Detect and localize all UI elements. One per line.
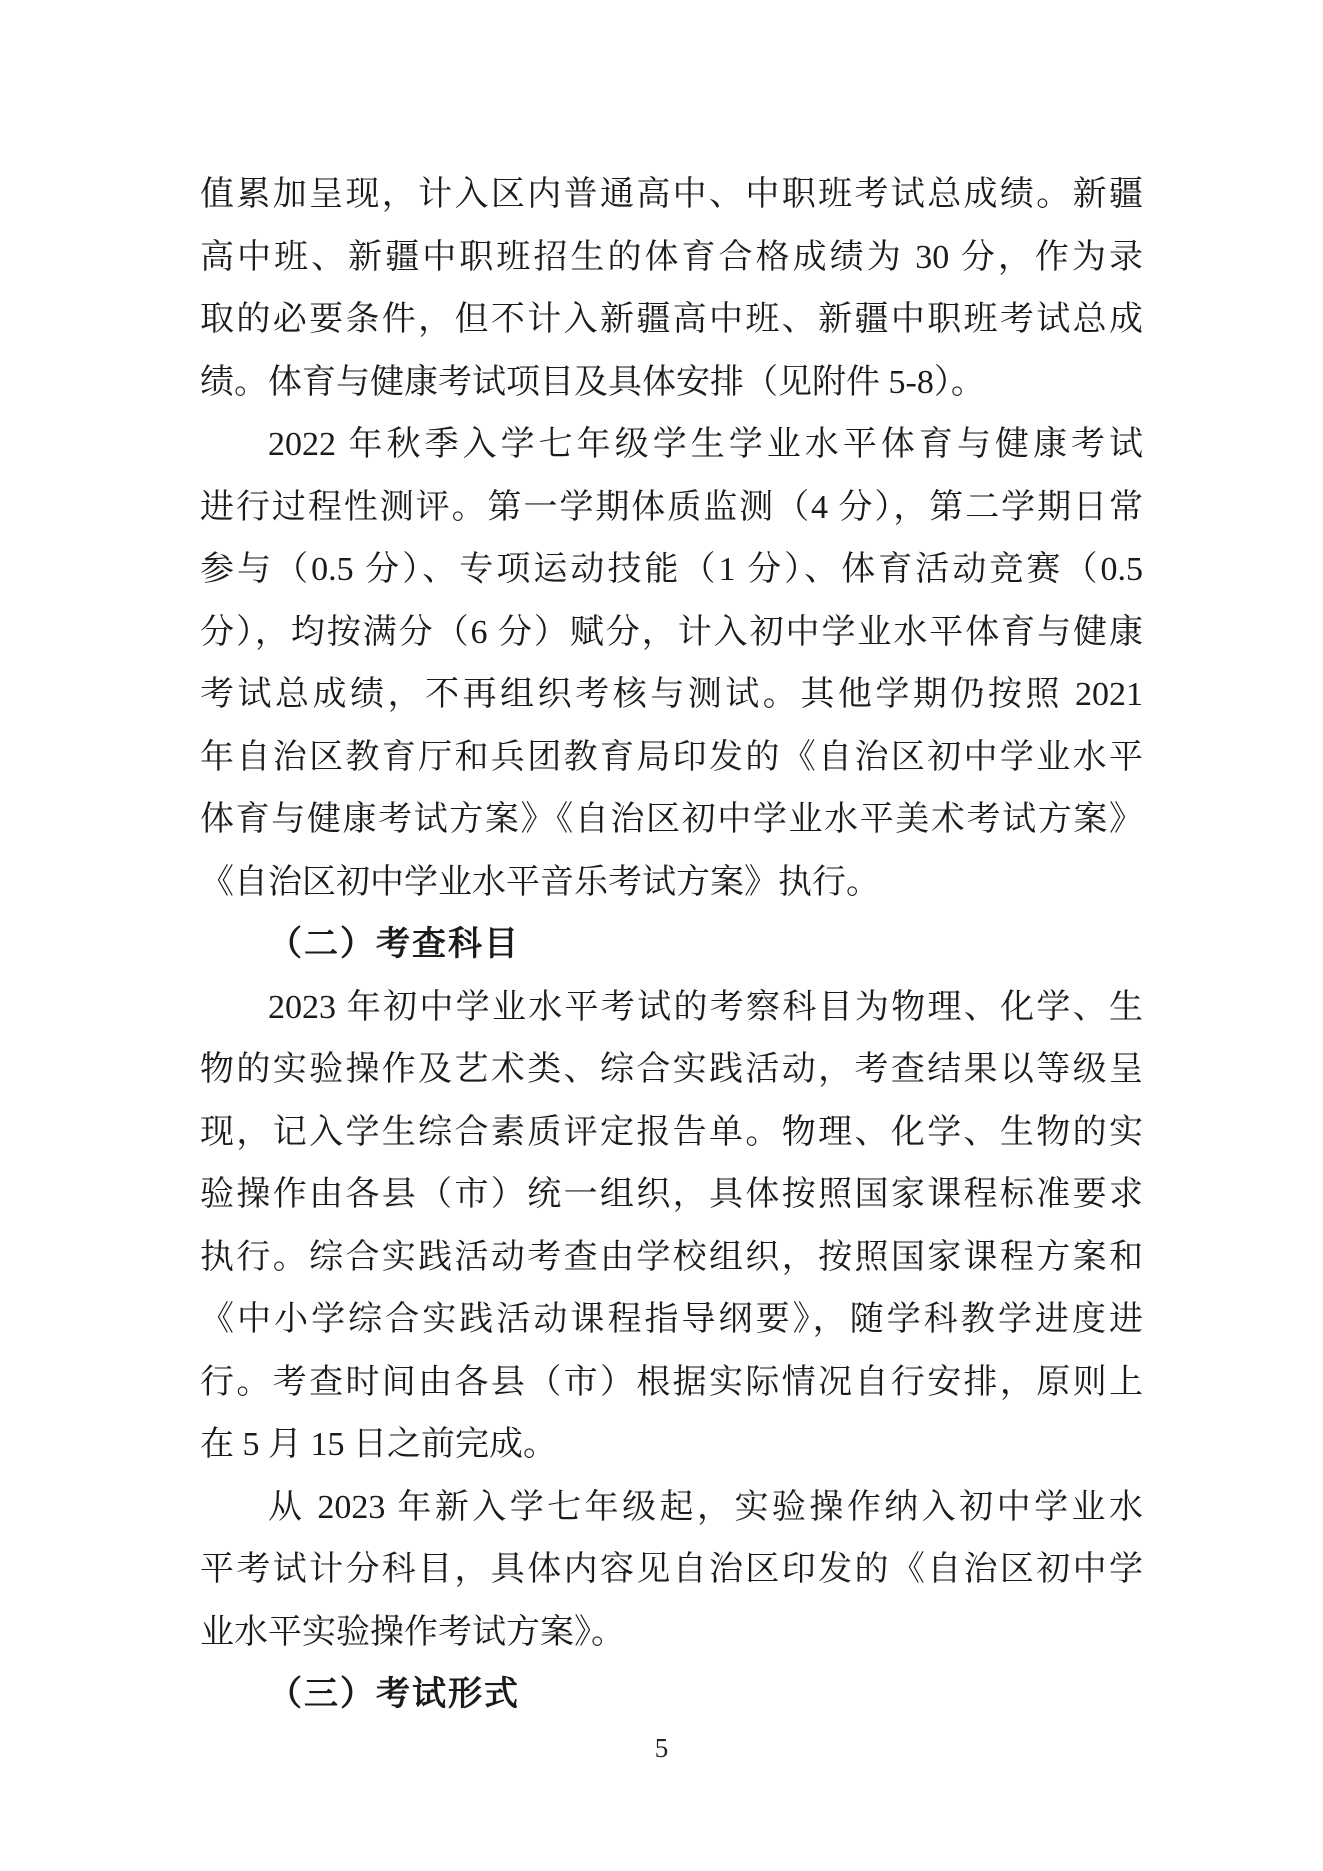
section-heading-kaocha: （二）考查科目 xyxy=(268,926,520,963)
text-line: 取的必要条件，但不计入新疆高中班、新疆中职班考试总成 xyxy=(200,301,1143,338)
text-line: 《自治区初中学业水平音乐考试方案》执行。 xyxy=(200,863,880,901)
text-line: 平考试计分科目，具体内容见自治区印发的《自治区初中学 xyxy=(200,1551,1143,1588)
text-line: 年自治区教育厅和兵团教育局印发的《自治区初中学业水平 xyxy=(200,738,1143,776)
text-line: 体育与健康考试方案》《自治区初中学业水平美术考试方案》 xyxy=(200,801,1143,838)
page-text-block xyxy=(200,164,1143,1727)
text-line: 业水平实验操作考试方案》。 xyxy=(200,1613,625,1651)
text-line: 执行。综合实践活动考查由学校组织，按照国家课程方案和 xyxy=(200,1238,1143,1276)
text-line: 2023 年初中学业水平考试的考察科目为物理、化学、生 xyxy=(268,988,1143,1026)
text-line: 分），均按满分（6 分）赋分，计入初中学业水平体育与健康 xyxy=(200,613,1143,651)
text-line: 值累加呈现，计入区内普通高中、中职班考试总成绩。新疆 xyxy=(200,176,1143,213)
text-line: 2022 年秋季入学七年级学生学业水平体育与健康考试 xyxy=(268,426,1143,463)
text-line: 《中小学综合实践活动课程指导纲要》，随学科教学进度进 xyxy=(200,1301,1143,1338)
text-line: 现，记入学生综合素质评定报告单。物理、化学、生物的实 xyxy=(200,1113,1143,1151)
text-line: 进行过程性测评。第一学期体质监测（4 分），第二学期日常 xyxy=(200,488,1143,526)
text-line: 高中班、新疆中职班招生的体育合格成绩为 30 分，作为录 xyxy=(200,238,1143,276)
text-line: 考试总成绩，不再组织考核与测试。其他学期仍按照 2021 xyxy=(200,676,1143,713)
text-line: 验操作由各县（市）统一组织，具体按照国家课程标准要求 xyxy=(200,1176,1143,1213)
text-line: 绩。体育与健康考试项目及具体安排（见附件 5-8）。 xyxy=(200,363,985,401)
text-line: 参与（0.5 分）、专项运动技能（1 分）、体育活动竞赛（0.5 xyxy=(200,551,1143,588)
text-line: 物的实验操作及艺术类、综合实践活动，考查结果以等级呈 xyxy=(200,1051,1143,1088)
text-line: 在 5 月 15 日之前完成。 xyxy=(200,1426,557,1463)
text-line: 从 2023 年新入学七年级起，实验操作纳入初中学业水 xyxy=(268,1488,1143,1526)
page-number: 5 xyxy=(654,1733,669,1763)
text-line: 行。考查时间由各县（市）根据实际情况自行安排，原则上 xyxy=(200,1363,1143,1401)
section-heading-kaoshi: （三）考试形式 xyxy=(268,1676,520,1713)
